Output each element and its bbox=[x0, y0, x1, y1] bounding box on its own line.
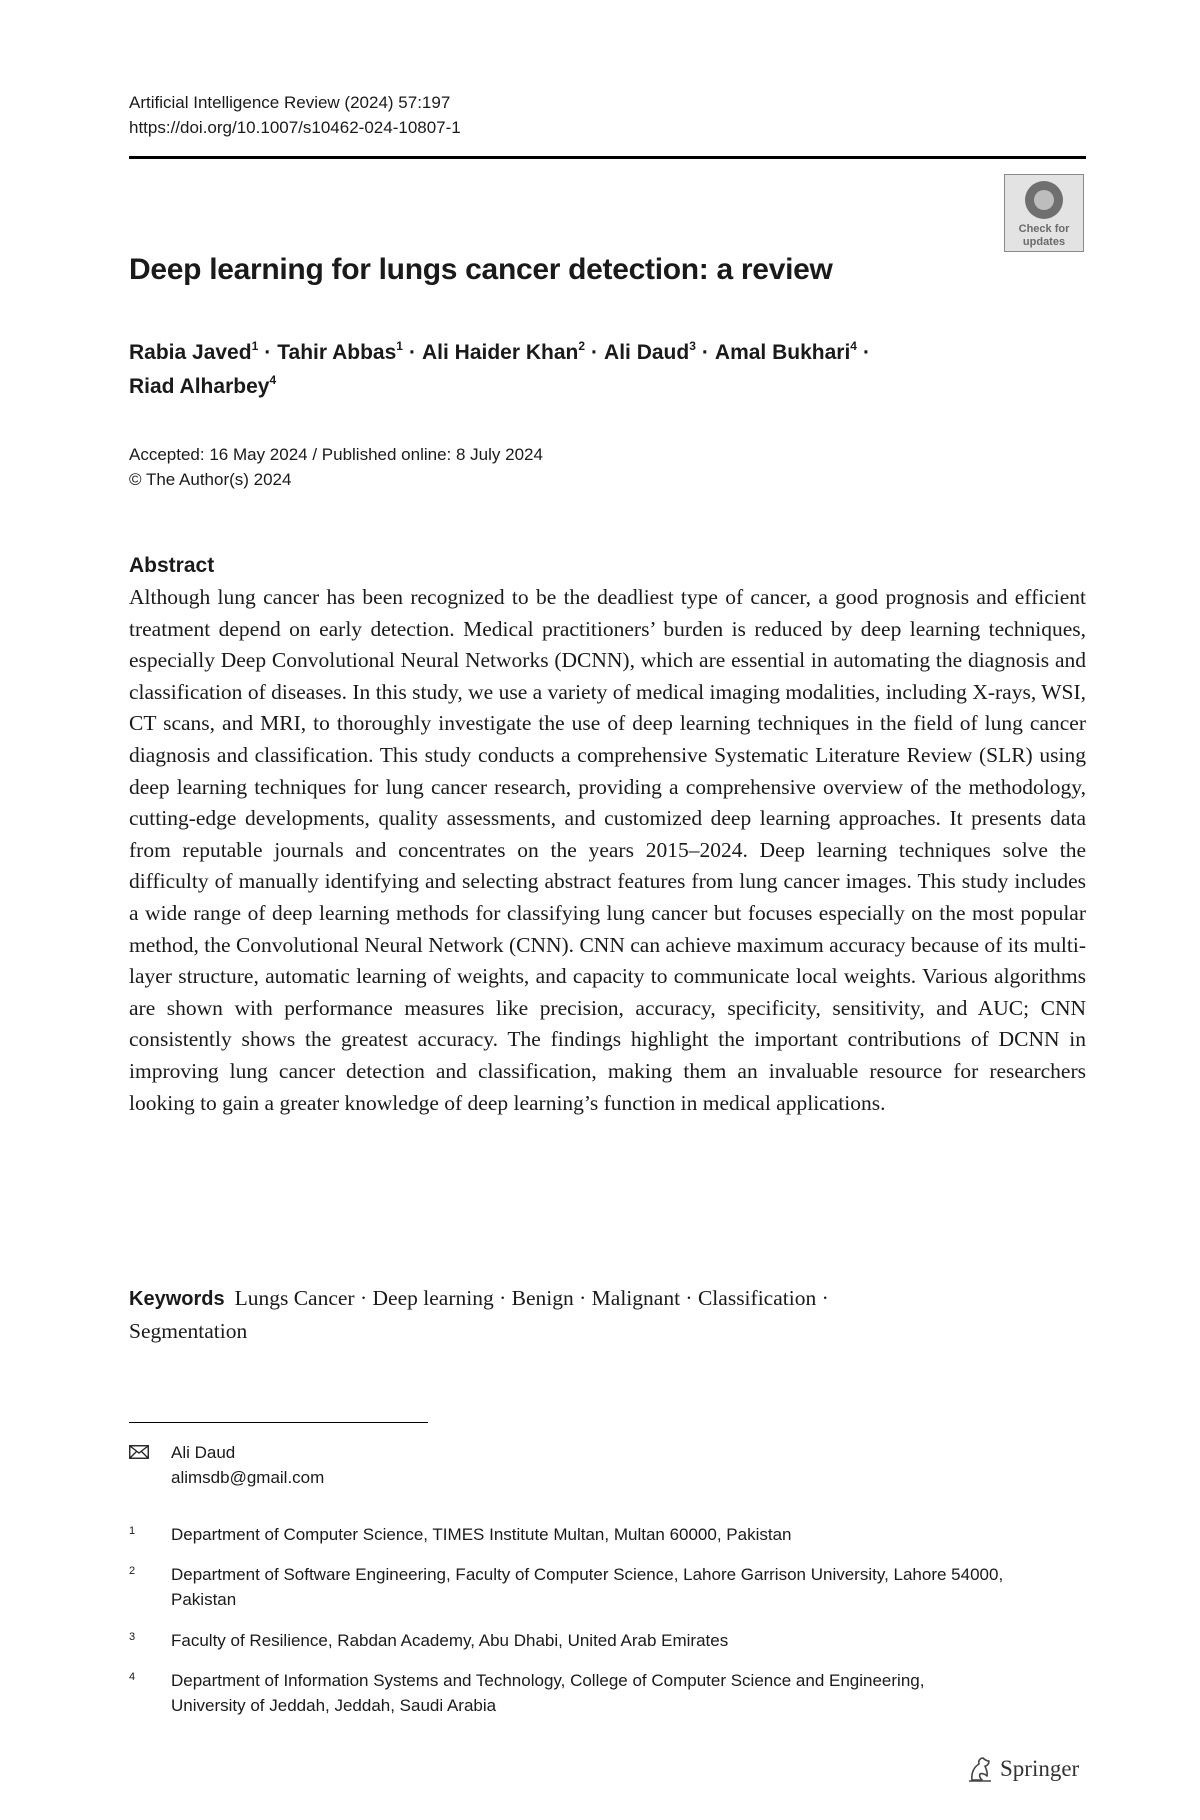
corresponding-author-email[interactable]: alimsdb@gmail.com bbox=[171, 1468, 325, 1487]
author[interactable]: Amal Bukhari$^4$ bbox=[714, 339, 857, 364]
keywords: Keywords Lungs Cancer · Deep learning · Benign · Malignant · Classification · Segmentation bbox=[129, 1286, 829, 1343]
publisher-name: Springer bbox=[1000, 1756, 1080, 1781]
springer-logo bbox=[966, 1752, 1079, 1786]
author-list: Rabia Javed$^1$ · Tahir Abbas$^1$ · Ali Haider Khan$^2$ · Ali Daud$^3$ · Amal Bukhari$^4$ · Riad Alharbey$^4$ bbox=[129, 339, 870, 398]
doi-link[interactable]: https://doi.org/10.1007/s10462-024-10807-1 bbox=[129, 118, 461, 137]
paper-title: Deep learning for lungs cancer detection: a review bbox=[129, 253, 833, 286]
affiliation-text: Department of Computer Science, TIMES Institute Multan, Multan 60000, Pakistan bbox=[171, 1525, 792, 1544]
springer-horse-icon bbox=[966, 1755, 994, 1783]
author[interactable]: Ali Haider Khan$^2$ bbox=[421, 339, 586, 364]
keyword: Malignant bbox=[591, 1286, 681, 1310]
publication-dates bbox=[129, 442, 543, 492]
journal-citation: Artificial Intelligence Review (2024) 57:197 bbox=[129, 93, 451, 112]
keyword: Classification bbox=[697, 1286, 817, 1310]
check-for-updates-badge[interactable] bbox=[1004, 174, 1084, 252]
affiliation-number: 4 bbox=[129, 1671, 136, 1683]
mail-icon bbox=[129, 1445, 149, 1459]
crossmark-icon bbox=[1025, 181, 1063, 219]
corresponding-author-name: Ali Daud bbox=[171, 1443, 236, 1462]
keyword: Benign bbox=[511, 1286, 574, 1310]
check-for-updates-label: Check for updates bbox=[1018, 223, 1070, 248]
affiliation-number: 1 bbox=[129, 1525, 136, 1537]
author[interactable]: Riad Alharbey$^4$ bbox=[129, 373, 277, 398]
abstract-heading: Abstract bbox=[129, 554, 215, 577]
keyword: Lungs Cancer bbox=[234, 1286, 355, 1310]
affiliation-number: 3 bbox=[129, 1631, 136, 1643]
copyright-notice: © The Author(s) 2024 bbox=[129, 470, 292, 489]
header-rule bbox=[129, 156, 1086, 159]
affiliation-text: Faculty of Resilience, Rabdan Academy, Abu Dhabi, United Arab Emirates bbox=[171, 1631, 729, 1650]
keyword: Deep learning bbox=[372, 1286, 494, 1310]
author[interactable]: Tahir Abbas$^1$ bbox=[277, 339, 403, 364]
author[interactable]: Rabia Javed$^1$ bbox=[129, 339, 259, 364]
journal-header bbox=[129, 90, 461, 140]
accepted-published-date: Accepted: 16 May 2024 / Published online: 8 July 2024 bbox=[129, 445, 543, 464]
author[interactable]: Ali Daud$^3$ bbox=[604, 339, 696, 364]
affiliation-number: 2 bbox=[129, 1565, 136, 1577]
footnote-rule bbox=[129, 1422, 428, 1423]
keyword: Segmentation bbox=[129, 1319, 248, 1343]
keywords-label: Keywords bbox=[129, 1288, 225, 1310]
affiliation-text: Department of Information Systems and Technology, College of Computer Science and Engineering, University of Jeddah, Jeddah, Saudi Arabia bbox=[171, 1671, 925, 1715]
affiliation-text: Department of Software Engineering, Faculty of Computer Science, Lahore Garrison University, Lahore 54000, Pakistan bbox=[171, 1565, 1004, 1609]
abstract-text: Although lung cancer has been recognized to be the deadliest type of cancer, a good prognosis and efficient treatment depend on early detection. Medical practitioners’ burden is reduced by deep learning techniques, especially Deep Convolutional Neural Networks (DCNN), which are essential in automating the diagnosis and classification of diseases. In this study, we use a variety of medical imaging modalities, including X-rays, WSI, CT scans, and MRI, to thoroughly investigate the use of deep learning techniques in the field of lung cancer diagnosis and classification. This study conducts a comprehensive Systematic Literature Review (SLR) using deep learning techniques for lung cancer research, providing a comprehensive overview of the methodology, cutting-edge developments, quality assessments, and customized deep learning approaches. It presents data from reputable journals and concentrates on the years 2015–2024. Deep learning techniques solve the difficulty of manually identifying and selecting abstract features from lung cancer images. This study includes a wide range of deep learning methods for classifying lung cancer but focuses especially on the most popular method, the Convolutional Neural Network (CNN). CNN can achieve maximum accuracy because of its multi-layer structure, automatic learning of weights, and capacity to communicate local weights. Various algorithms are shown with performance measures like precision, accuracy, specificity, sensitivity, and AUC; CNN consistently shows the greatest accuracy. The findings highlight the important contributions of DCNN in improving lung cancer detection and classification, making them an invaluable resource for researchers looking to gain a greater knowledge of deep learning’s function in medical applications. bbox=[129, 585, 1086, 1115]
